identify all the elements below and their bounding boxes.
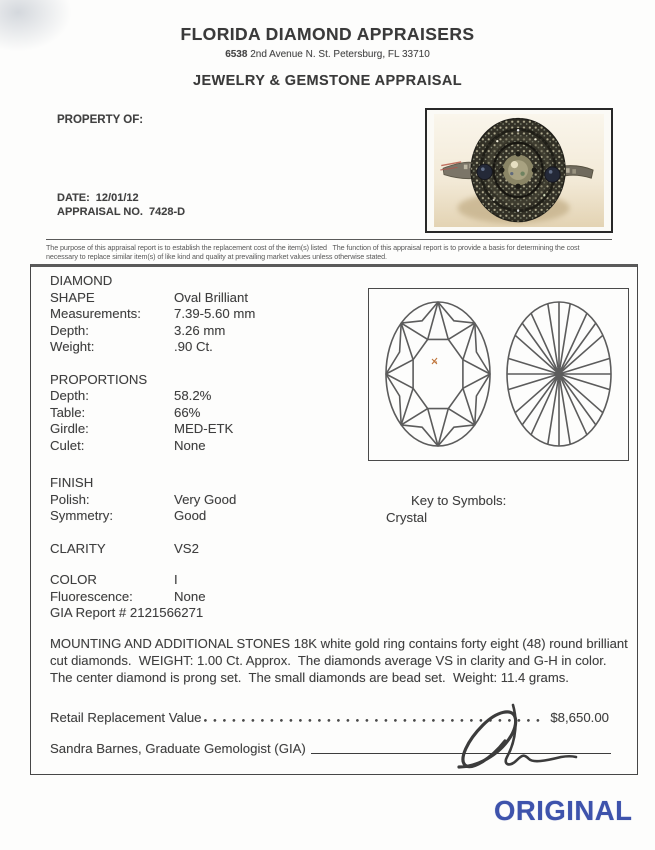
clarity-section	[50, 541, 623, 558]
row-label: Measurements:	[50, 306, 141, 321]
row-value: I	[174, 572, 178, 587]
appraisal-details-box	[30, 264, 638, 775]
appraisal-line	[57, 206, 185, 220]
diamond-section-title: DIAMOND	[50, 273, 113, 288]
row-value: None	[174, 588, 206, 604]
row-label: COLOR	[50, 572, 97, 587]
row-label: Table:	[50, 404, 86, 420]
key-to-symbols	[386, 493, 506, 526]
row-label: Fluorescence:	[50, 588, 133, 604]
meta-block	[57, 192, 185, 219]
retail-value-label: Retail Replacement Value	[50, 710, 202, 726]
retail-value-amount: $8,650.00	[550, 710, 609, 726]
detail-row	[50, 589, 623, 606]
row-label: Weight:	[50, 339, 95, 354]
row-label: Culet:	[50, 437, 85, 453]
row-label: Girdle:	[50, 421, 89, 436]
address-number: 6538	[225, 49, 248, 60]
business-address	[0, 49, 655, 60]
row-label: Symmetry:	[50, 508, 114, 523]
row-label: SHAPE	[50, 289, 95, 305]
detail-row	[50, 541, 623, 558]
signature	[429, 701, 579, 777]
date-line	[57, 192, 185, 206]
crystal-symbol-mark	[432, 358, 437, 364]
row-value: None	[174, 437, 206, 453]
detail-row	[50, 492, 623, 509]
appraisal-value: 7428-D	[148, 205, 186, 218]
row-value: Very Good	[174, 491, 237, 507]
row-value: .90 Ct.	[174, 339, 213, 354]
detail-row	[50, 508, 623, 525]
key-to-symbols-item: Crystal	[386, 509, 428, 525]
diamond-crown-diagram	[382, 296, 494, 452]
business-name: FLORIDA DIAMOND APPRAISERS	[180, 24, 475, 44]
row-label: Depth:	[50, 388, 89, 403]
signatory-name: Sandra Barnes, Graduate Gemologist (GIA)	[50, 741, 306, 757]
disclaimer-text: The purpose of this appraisal report is to establish the replacement cost of the item(s) listed The function of this appraisal report is to provide a basis for determining the cost necessary to replace similar item(s) of like kind and quality at prevailing market values unless otherwise stated.	[46, 239, 612, 262]
mounting-paragraph: MOUNTING AND ADDITIONAL STONES 18K white gold ring contains forty eight (48) round brilliant cut diamonds. WEIGHT: 1.00 Ct. Approx. The diamonds average VS in clarity and G-H in color. The center diamond is prong set. The small diamonds are bead set. Weight: 11.4 grams.	[50, 635, 632, 686]
address-rest: 2nd Avenue N. St. Petersburg, FL 33710	[250, 49, 430, 60]
appraisal-label: APPRAISAL NO.	[57, 205, 143, 218]
original-stamp: ORIGINAL	[494, 795, 633, 826]
proportions-section-title: PROPORTIONS	[50, 371, 148, 387]
row-value: 58.2%	[174, 388, 212, 403]
detail-row	[50, 572, 623, 589]
date-value: 12/01/12	[95, 192, 139, 204]
ring-photo	[431, 114, 607, 227]
row-value: 3.26 mm	[174, 322, 226, 338]
color-section	[50, 572, 623, 622]
date-label: DATE:	[57, 192, 90, 204]
row-value: 66%	[174, 404, 201, 420]
document-title: JEWELRY & GEMSTONE APPRAISAL	[192, 73, 462, 89]
ring-photo-frame	[425, 108, 613, 233]
row-value: MED-ETK	[174, 421, 234, 436]
row-value: Good	[174, 508, 207, 523]
property-of-label: PROPERTY OF:	[57, 114, 144, 126]
diamond-diagram-box	[368, 288, 629, 461]
finish-section	[50, 475, 623, 525]
row-value: Oval Brilliant	[174, 289, 249, 305]
key-to-symbols-title: Key to Symbols:	[411, 493, 507, 508]
row-label: Depth:	[50, 322, 89, 338]
row-label: Polish:	[50, 491, 90, 507]
finish-section-title: FINISH	[50, 475, 94, 490]
diamond-pavilion-diagram	[503, 296, 615, 452]
document-header	[0, 24, 655, 89]
row-value: VS2	[174, 540, 199, 556]
row-label: CLARITY	[50, 540, 106, 556]
gia-report-line: GIA Report # 2121566271	[50, 605, 204, 620]
row-value: 7.39-5.60 mm	[174, 306, 256, 321]
